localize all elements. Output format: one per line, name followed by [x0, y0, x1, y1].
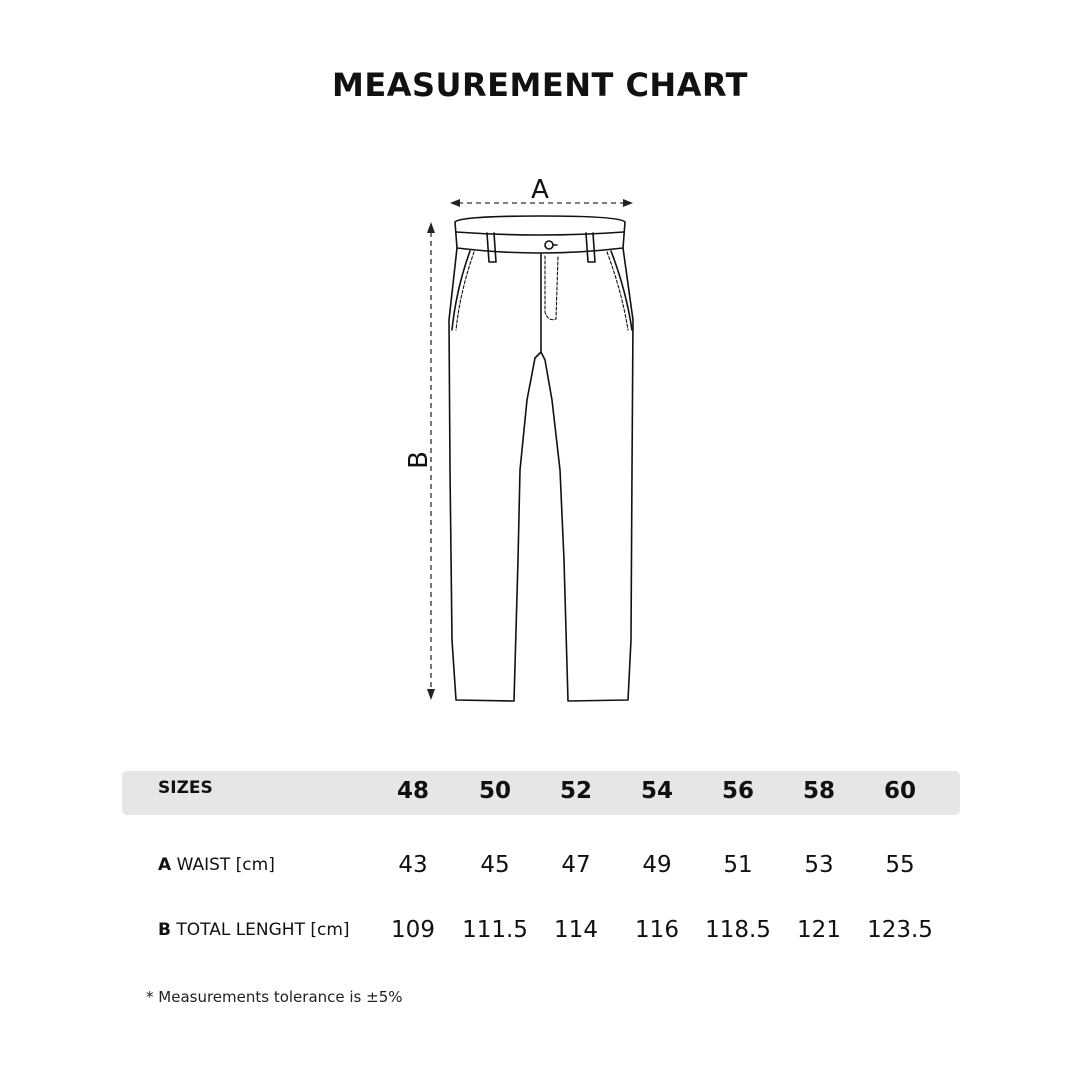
trousers-illustration [380, 160, 680, 720]
waist-row-text: WAIST [cm] [176, 855, 275, 875]
length-value: 116 [635, 917, 679, 943]
waist-value: 49 [642, 852, 672, 878]
trousers-outline [449, 216, 633, 701]
length-value: 118.5 [705, 917, 771, 943]
size-header-cell: 48 [396, 778, 429, 804]
size-header-cell: 52 [559, 778, 592, 804]
dimension-a [450, 175, 633, 207]
trousers-diagram [380, 160, 680, 720]
size-header-cell: 50 [478, 778, 511, 804]
size-header-cell: 60 [883, 778, 916, 804]
tolerance-note: * Measurements tolerance is ±5% [146, 988, 403, 1006]
waist-value: 55 [885, 852, 915, 878]
waist-value: 43 [398, 852, 428, 878]
length-row-label [158, 920, 350, 940]
length-value: 109 [391, 917, 435, 943]
waist-value: 51 [723, 852, 753, 878]
length-value: 111.5 [462, 917, 528, 943]
length-row-text: TOTAL LENGHT [cm] [176, 920, 350, 940]
length-value: 121 [797, 917, 841, 943]
length-row-letter: B [158, 920, 171, 940]
length-value: 123.5 [867, 917, 933, 943]
length-value: 114 [554, 917, 598, 943]
waist-row-letter: A [158, 855, 172, 875]
waist-value: 53 [804, 852, 834, 878]
waist-value: 45 [480, 852, 510, 878]
page-title: MEASUREMENT CHART [331, 66, 748, 104]
size-header-cell: 54 [640, 778, 673, 804]
size-header-cell: 56 [721, 778, 754, 804]
waist-row-label [158, 855, 275, 875]
dimension-a-label: A [531, 175, 549, 205]
waist-value: 47 [561, 852, 591, 878]
dimension-b-label: B [404, 451, 434, 469]
sizes-header-label: SIZES [158, 778, 213, 798]
size-header-cell: 58 [802, 778, 835, 804]
dimension-b [404, 222, 435, 700]
